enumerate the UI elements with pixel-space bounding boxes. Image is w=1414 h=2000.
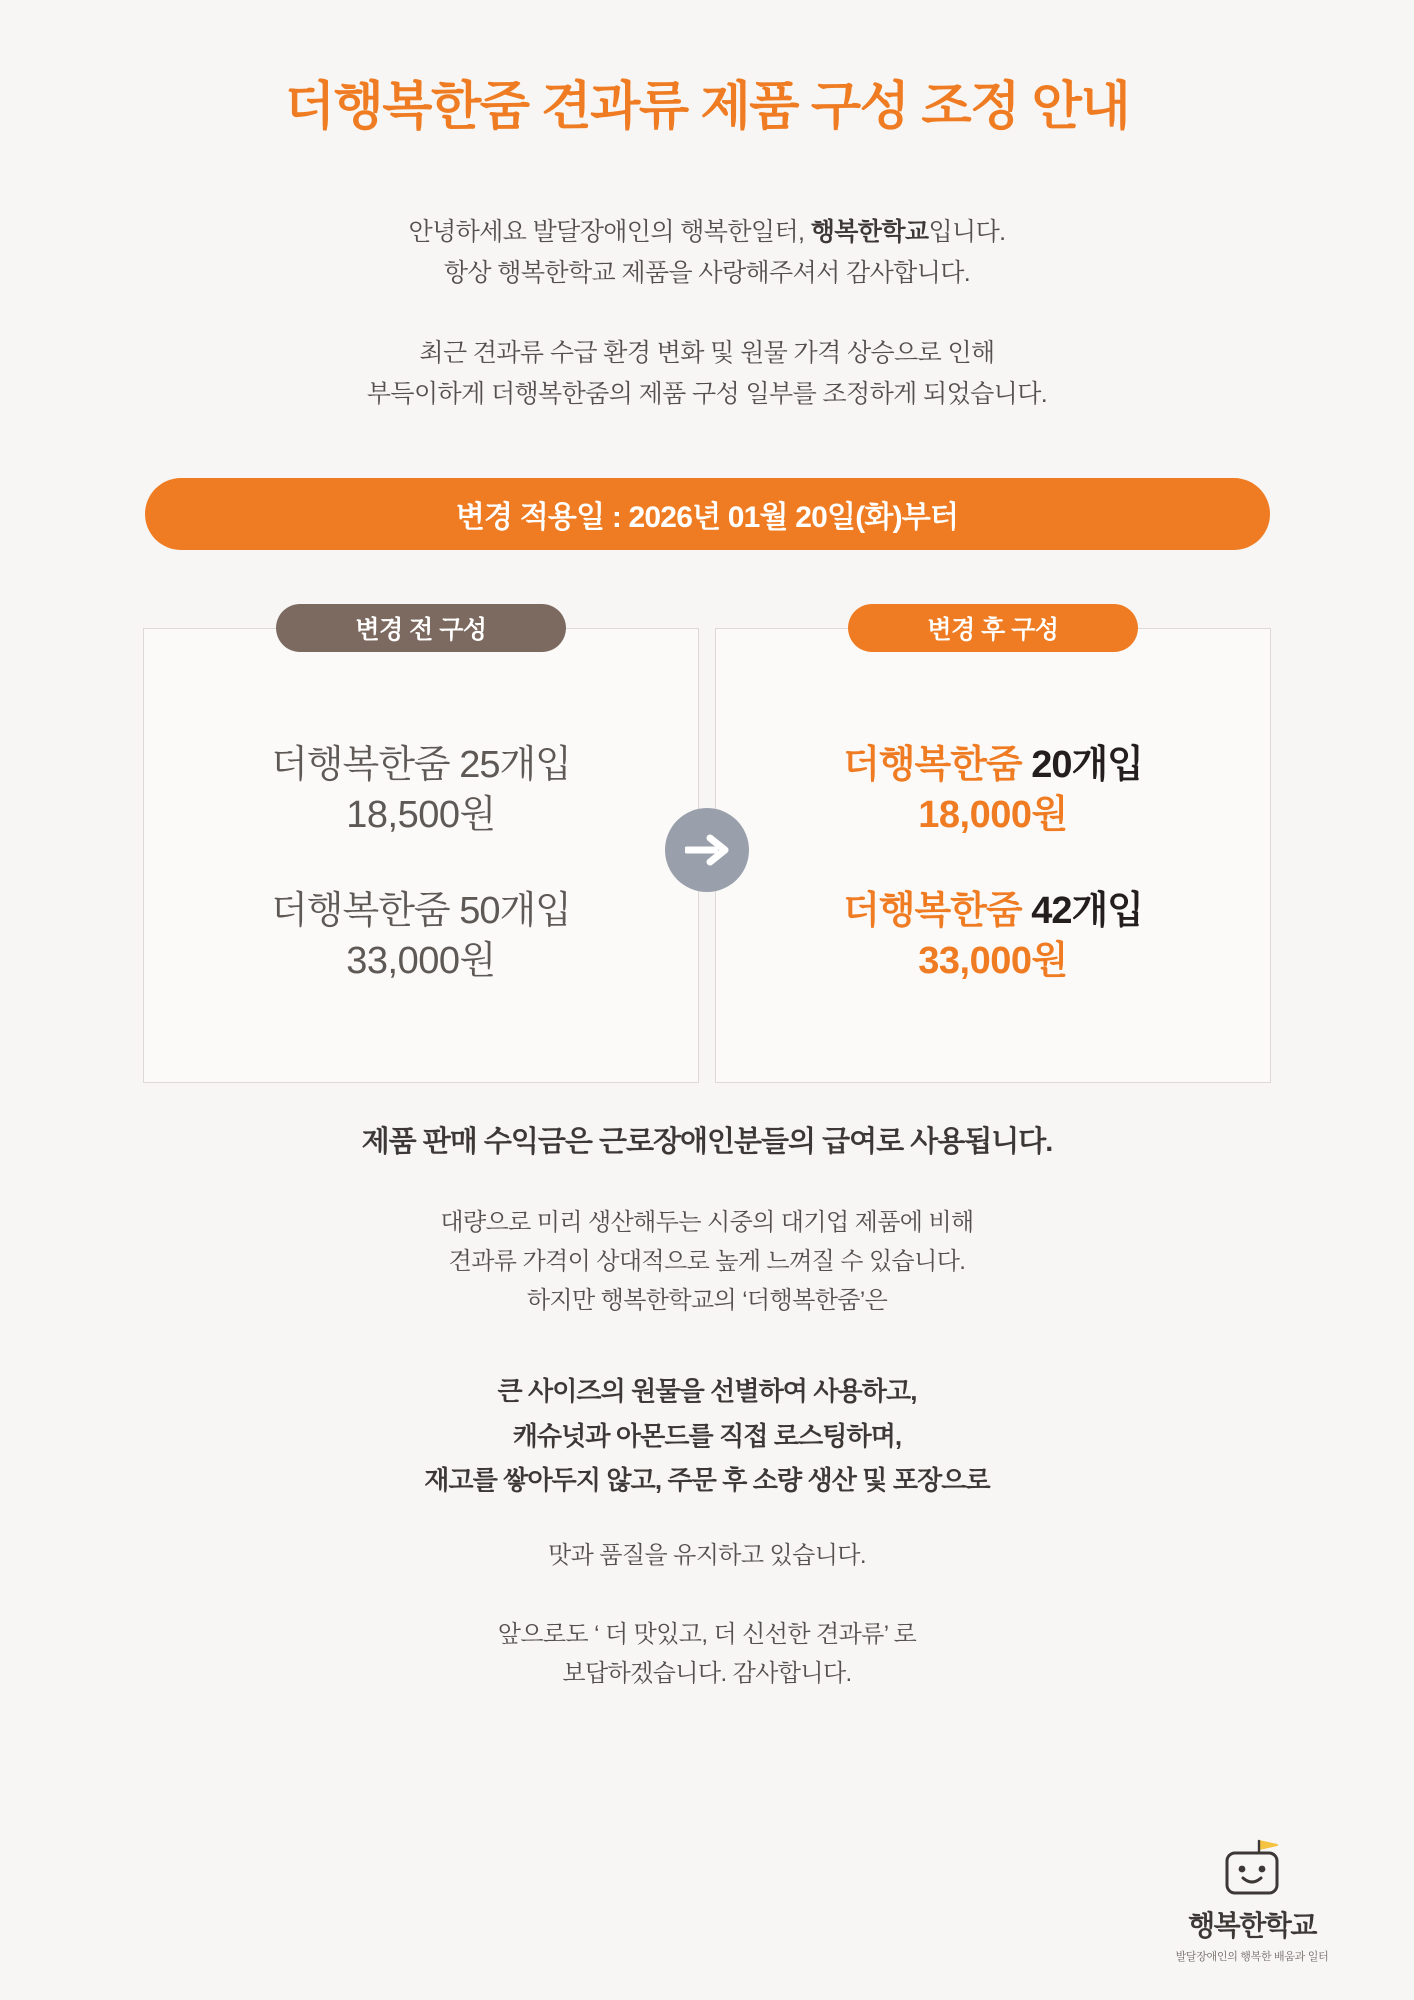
after-panel-header: 변경 후 구성 xyxy=(848,604,1138,652)
after-item-2-qty: 42개입 xyxy=(1031,889,1143,932)
comparison-section xyxy=(0,616,1414,1083)
brand-logo xyxy=(1162,1839,1342,1964)
intro-line-1-pre: 안녕하세요 발달장애인의 행복한일터, xyxy=(408,218,811,247)
school-mark-icon xyxy=(1215,1839,1289,1903)
body-paragraph-3 xyxy=(0,1616,1414,1694)
before-panel-body xyxy=(143,628,699,1083)
before-item-2-name: 더행복한줌 50개입 xyxy=(271,889,571,932)
after-item-2-price: 33,000원 xyxy=(918,940,1068,983)
after-item-1-name xyxy=(843,740,1143,790)
logo-name: 행복한학교 xyxy=(1188,1910,1316,1942)
intro-line-1-post: 입니다. xyxy=(928,218,1006,247)
bold-line-1: 큰 사이즈의 원물을 선별하여 사용하고, xyxy=(497,1376,917,1407)
intro-line-3: 최근 견과류 수급 환경 변화 및 원물 가격 상승으로 인해 xyxy=(419,339,995,368)
before-item-1-name: 더행복한줌 25개입 xyxy=(271,743,571,786)
after-item-2 xyxy=(843,886,1143,986)
after-panel-body xyxy=(715,628,1271,1083)
bold-line-2: 캐슈넛과 아몬드를 직접 로스팅하며, xyxy=(512,1420,902,1451)
date-banner-wrap xyxy=(0,478,1414,550)
bold-line-3: 재고를 쌓아두지 않고, 주문 후 소량 생산 및 포장으로 xyxy=(424,1465,990,1496)
body-p1-line-3: 하지만 행복한학교의 ‘더행복한줌’은 xyxy=(526,1287,888,1315)
before-panel-header: 변경 전 구성 xyxy=(276,604,566,652)
body-p1-line-2: 견과류 가격이 상대적으로 높게 느껴질 수 있습니다. xyxy=(448,1248,966,1276)
body-paragraph-2: 맛과 품질을 유지하고 있습니다. xyxy=(548,1542,866,1570)
arrow-right-icon xyxy=(665,808,749,892)
intro-spacer xyxy=(0,293,1414,333)
body-bold-block xyxy=(0,1369,1414,1503)
intro-line-2: 항상 행복한학교 제품을 사랑해주셔서 감사합니다. xyxy=(443,258,971,287)
revenue-highlight: 제품 판매 수익금은 근로장애인분들의 급여로 사용됩니다. xyxy=(361,1126,1053,1159)
body-paragraph-1 xyxy=(0,1204,1414,1321)
after-item-1-qty: 20개입 xyxy=(1031,743,1143,786)
after-item-1 xyxy=(843,740,1143,840)
intro-line-4: 부득이하게 더행복한줌의 제품 구성 일부를 조정하게 되었습니다. xyxy=(366,379,1048,408)
before-item-1 xyxy=(271,740,571,840)
body-p3-line-2: 보답하겠습니다. 감사합니다. xyxy=(562,1659,852,1687)
body-p1-line-1: 대량으로 미리 생산해두는 시중의 대기업 제품에 비해 xyxy=(440,1209,974,1237)
after-item-1-brand: 더행복한줌 xyxy=(843,743,1032,786)
page-title: 더행복한줌 견과류 제품 구성 조정 안내 xyxy=(284,78,1130,136)
intro-line-1 xyxy=(0,212,1414,253)
before-item-2-price: 33,000원 xyxy=(346,940,496,983)
after-item-1-price: 18,000원 xyxy=(918,793,1068,836)
before-item-2 xyxy=(271,886,571,986)
after-item-2-brand: 더행복한줌 xyxy=(843,889,1032,932)
before-panel xyxy=(143,616,699,1083)
before-item-1-price: 18,500원 xyxy=(346,793,496,836)
effective-date-banner: 변경 적용일 : 2026년 01월 20일(화)부터 xyxy=(145,478,1270,550)
intro-text xyxy=(0,212,1414,414)
body-p3-line-1: 앞으로도 ‘ 더 맛있고, 더 신선한 견과류’ 로 xyxy=(497,1621,917,1649)
after-item-2-name xyxy=(843,886,1143,936)
after-panel xyxy=(715,616,1271,1083)
logo-tagline: 발달장애인의 행복한 배움과 일터 xyxy=(1175,1951,1329,1963)
intro-line-1-strong: 행복한학교 xyxy=(810,218,929,247)
